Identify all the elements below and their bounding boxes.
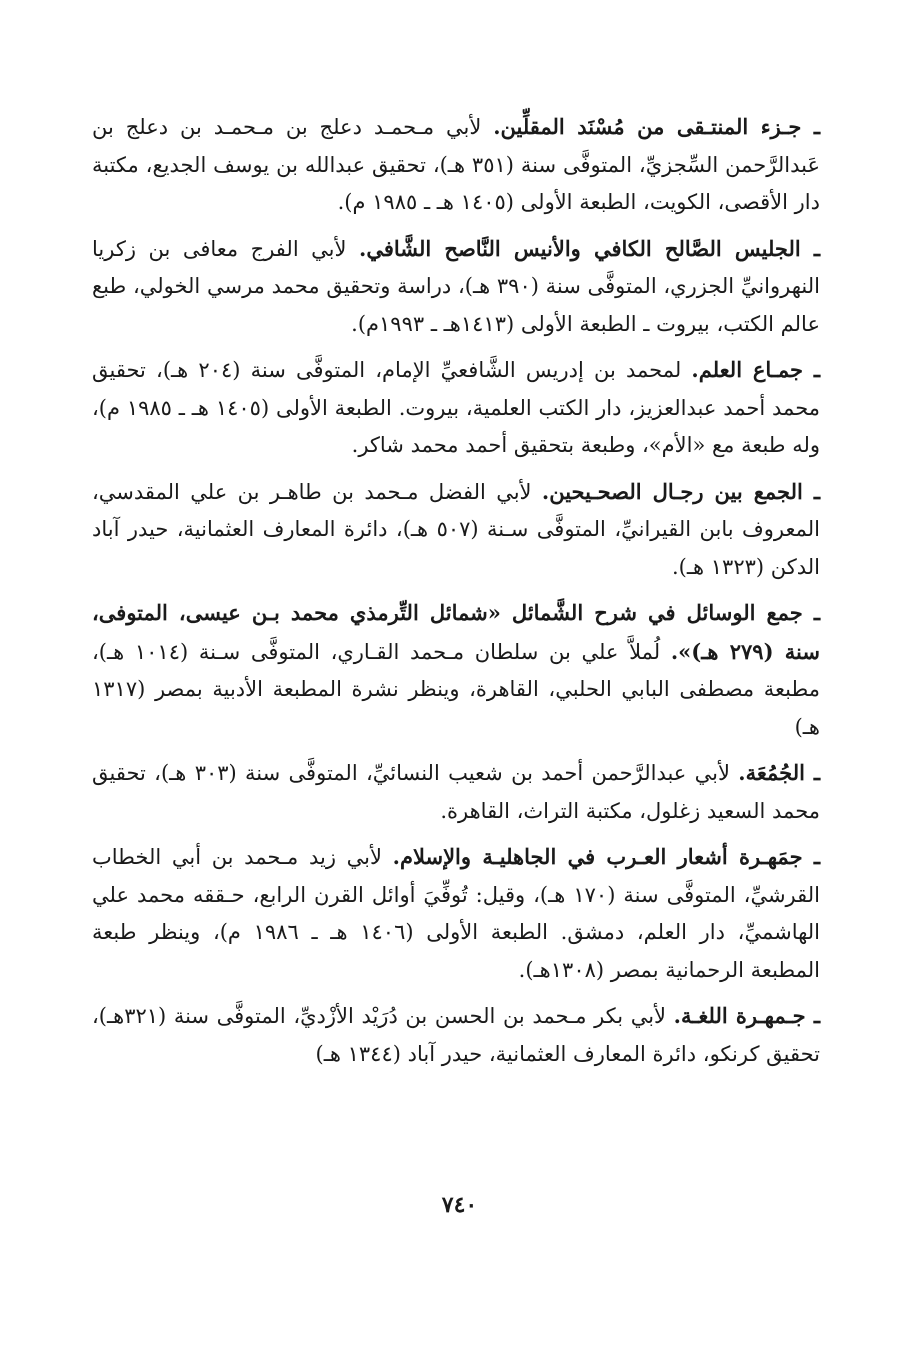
bibliography-entry [92,108,820,222]
entry-details: لأبي الفضل مـحمد بن طاهـر بن علي المقدسي، المعروف بابن القيرانيِّ، المتوفَّى سـنة (٥٠٧ هـ)، دائرة المعارف العثمانية، حيدر آباد الدكن (١٣٢٣ هـ). [92,479,820,579]
entry-details: لأبي مـحمـد دعلج بن مـحمـد بن دعلج بن عَبدالرَّحمن السِّجزيِّ، المتوفَّى سنة (٣٥١ هـ)، تحقيق عبدالله بن يوسف الجديع، مكتبة دار الأقصى، الكويت، الطبعة الأولى (١٤٠٥ هـ ـ ١٩٨٥ م). [92,115,820,214]
entry-details: لُملاَّ علي بن سلطان مـحمد القـاري، المتوفَّى سـنة (١٠١٤ هـ)، مطبعة مصطفى البابي الحلبي، القاهرة، وينظر نشرة المطبعة الأدبية بمصر (١٣١٧ هـ) [92,639,820,739]
entry-details: لمحمد بن إدريس الشَّافعيِّ الإمام، المتوفَّى سنة (٢٠٤ هـ)، تحقيق محمد أحمد عبدالعزيز، دار الكتب العلمية، بيروت. الطبعة الأولى (١٤٠٥ هـ ـ ١٩٨٥ م)، وله طبعة مع «الأم»، وطبعة بتحقيق أحمد محمد شاكر. [92,358,820,457]
bibliography-page [92,108,820,1081]
entry-title: ـ جـمهـرة اللغـة. [673,1003,820,1028]
entry-title: ـ جمع الوسائل في شرح الشَّمائل «شمائل التِّرمذي محمد بـن عيسى، المتوفى، سنة (٢٧٩ هـ)». [92,600,820,664]
entry-title: ـ جـزء المنتـقى من مُسْنَد المقلِّين. [493,114,820,139]
bibliography-entry [92,473,820,587]
entry-details: لأبي عبدالرَّحمن أحمد بن شعيب النسائيِّ، المتوفَّى سنة (٣٠٣ هـ)، تحقيق محمد السعيد زغلول، مكتبة التراث، القاهرة. [92,761,820,823]
bibliography-entry [92,838,820,989]
bibliography-entry [92,230,820,344]
bibliography-entry [92,754,820,830]
page-number: ٧٤٠ [441,1192,478,1218]
entry-title: ـ الجُمُعَة. [738,760,821,785]
bibliography-entry [92,594,820,746]
entry-details: لأبي بكر مـحمد بن الحسن بن دُرَيْد الأزْديِّ، المتوفَّى سنة (٣٢١هـ)، تحقيق كرنكو، دائرة المعارف العثمانية، حيدر آباد (١٣٤٤ هـ) [92,1004,820,1066]
entry-title: ـ جمَهـرة أشعار العـرب في الجاهليـة والإسلام. [392,844,820,869]
entry-details: لأبي زيد مـحمد بن أبي الخطاب القرشيِّ، المتوفَّى سنة (١٧٠ هـ)، وقيل: تُوفِّيَ أوائل القرن الرابع، حـققه محمد علي الهاشميِّ، دار العلم، دمشق. الطبعة الأولى (١٤٠٦ هـ ـ ١٩٨٦ م)، وينظر طبعة المطبعة الرحمانية بمصر (١٣٠٨هـ). [92,845,821,982]
entry-title: ـ الجمع بين رجـال الصحـيحين. [541,478,820,504]
entry-details: لأبي الفرج معافى بن زكريا النهروانيِّ الجزري، المتوفَّى سنة (٣٩٠ هـ)، دراسة وتحقيق محمد مرسي الخولي، طبع عالم الكتب، بيروت ـ الطبعة الأولى (١٤١٣هـ ـ ١٩٩٣م). [92,236,820,336]
bibliography-entry [92,997,820,1073]
bibliography-entry [92,351,820,465]
entry-title: ـ الجليس الصَّالح الكافي والأنيس النَّاصح الشَّافي. [359,235,820,261]
entry-title: ـ جمـاع العلم. [691,357,820,382]
